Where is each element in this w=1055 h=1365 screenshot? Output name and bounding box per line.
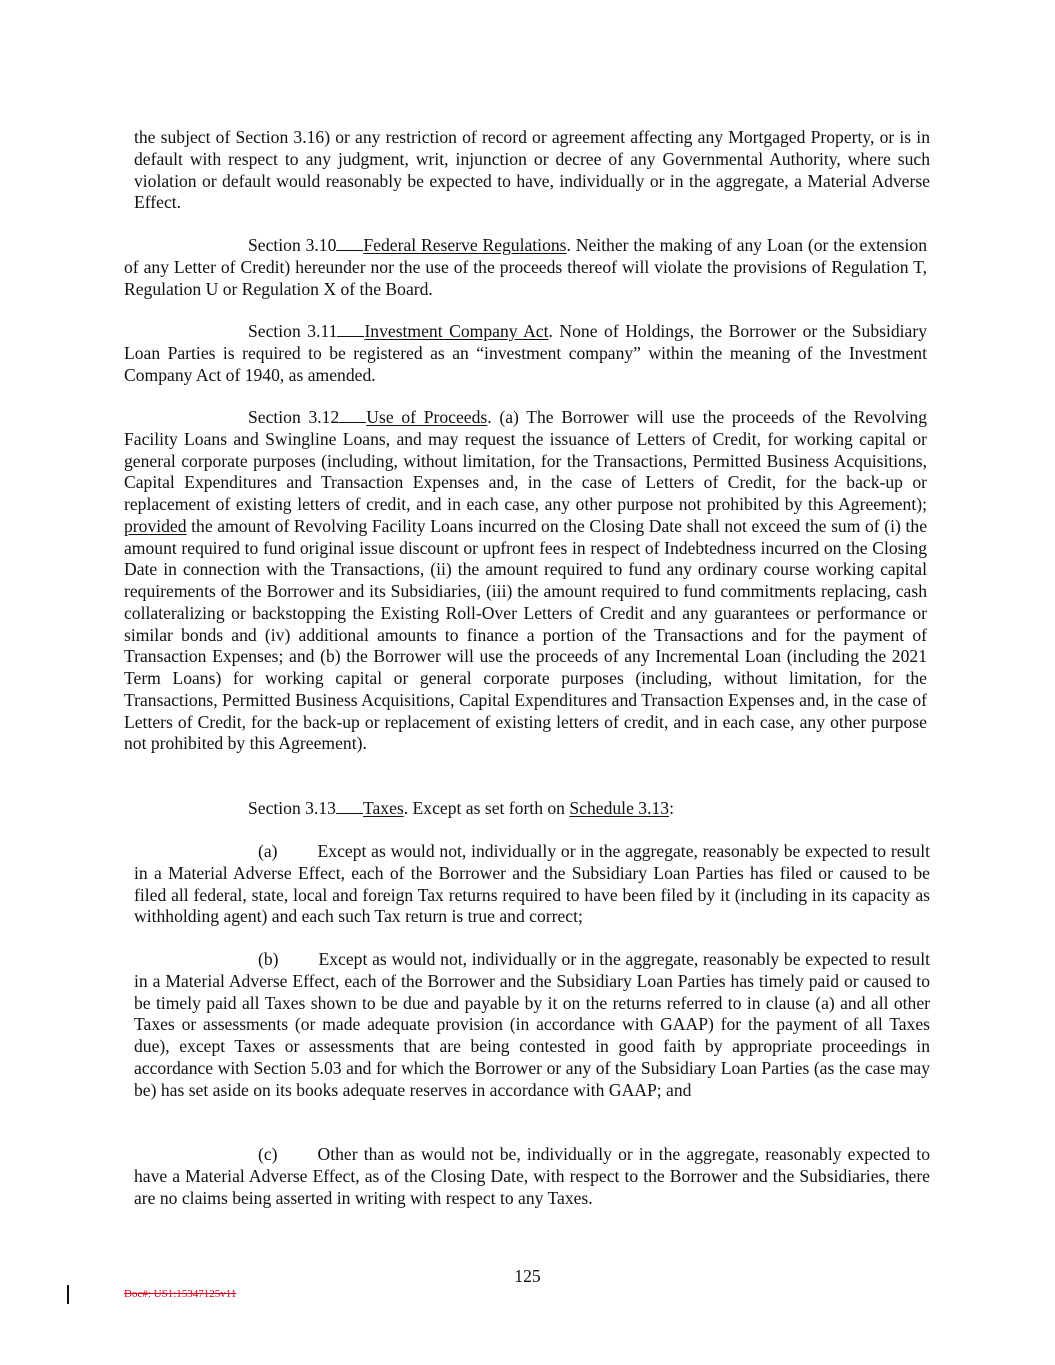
section-3-13-number: Section 3.13 [248, 798, 336, 818]
clause-text: Other than as would not be, individually or in the aggregate, reasonably expected to have a Material Adverse Effect, as of the Closing Date, with respect to the Borrower and the Subsidiaries, there are no claims being asserted in writing with respect to any Taxes. [134, 1144, 930, 1208]
tab-leader [336, 236, 363, 251]
section-3-13-text: . Except as set forth on [403, 798, 570, 818]
continuation-paragraph: the subject of Section 3.16) or any restriction of record or agreement affecting any Mortgaged Property, or is in default with respect to any judgment, writ, injunction or decree of any Governmental Authority, where such violation or default would reasonably be expected to have, individually or in the aggregate, a Material Adverse Effect. [134, 127, 930, 213]
section-3-12-paragraph [124, 407, 927, 755]
proviso-term: provided [124, 515, 187, 536]
section-3-13-heading: Taxes [362, 798, 404, 818]
section-3-10-number: Section 3.10 [248, 235, 337, 255]
clause-a [134, 841, 930, 928]
section-3-13-colon: : [669, 798, 674, 818]
clause-c [134, 1144, 930, 1209]
section-3-12-text-b: the amount of Revolving Facility Loans incurred on the Closing Date shall not exceed the sum of (i) the amount required to fund original issue discount or upfront fees in respect of Indebtedness incurred on the Closing Date in connection with the Transactions, (ii) the amount required to fund any ordinary course working capital requirements of the Borrower and its Subsidiaries, (iii) the amount required to fund commitments replacing, cash collateralizing or backstopping the Existing Roll-Over Letters of Credit and any guarantees or performance or similar bonds and (iv) additional amounts to finance a portion of the Transactions and for the payment of Transaction Expenses; and (b) the Borrower will use the proceeds of any Incremental Loan (including the 2021 Term Loans) for working capital or general corporate purposes (including, without limitation, for the Transactions, Permitted Business Acquisitions, Capital Expenditures and Transaction Expenses and, in the case of Letters of Credit, for the back-up or replacement of existing letters of credit, and in each case, any other purpose not prohibited by this Agreement). [124, 515, 927, 754]
clause-label: (b) [258, 949, 279, 969]
section-3-12-number: Section 3.12 [248, 407, 340, 427]
section-3-11-heading: Investment Company Act [364, 321, 549, 341]
section-3-13-paragraph [124, 798, 927, 820]
revision-change-bar [67, 1285, 69, 1304]
page-number: 125 [514, 1266, 541, 1286]
section-3-10-heading: Federal Reserve Regulations [363, 235, 567, 255]
clause-b [134, 949, 930, 1101]
tab-leader [339, 408, 366, 423]
tab-leader [336, 799, 363, 814]
clause-text: Except as would not, individually or in the aggregate, reasonably be expected to result in a Material Adverse Effect, each of the Borrower and the Subsidiary Loan Parties has timely paid or caused to be timely paid all Taxes shown to be due and payable by it on the returns referred to in clause (a) and all other Taxes or assessments (or made adequate provision (in accordance with GAAP) for the payment of all Taxes due), except Taxes or assessments that are being contested in good faith by appropriate proceedings in accordance with Section 5.03 and for which the Borrower or any of the Subsidiary Loan Parties (as the case may be) has set aside on its books adequate reserves in accordance with GAAP; and [134, 949, 930, 1100]
section-3-11-number: Section 3.11 [248, 321, 338, 341]
section-3-11-text: . None of Holdings, the Borrower or the Subsidiary Loan Parties is required to be registered as an “investment company” within the meaning of the Investment Company Act of 1940, as amended. [124, 321, 928, 385]
section-3-12-heading: Use of Proceeds [366, 407, 488, 427]
section-3-10-text: . Neither the making of any Loan (or the extension of any Letter of Credit) hereunder nor the use of the proceeds thereof will violate the provisions of Regulation T, Regulation U or Regulation X of the Board. [124, 235, 927, 299]
clause-label: (c) [258, 1144, 278, 1164]
tab-leader [337, 322, 364, 337]
section-3-11-paragraph [124, 321, 927, 386]
clause-label: (a) [258, 841, 278, 861]
clause-text: Except as would not, individually or in the aggregate, reasonably be expected to result in a Material Adverse Effect, each of the Borrower and the Subsidiary Loan Parties has filed or caused to be filed all federal, state, local and foreign Tax returns required to have been filed by it (including in its capacity as withholding agent) and each such Tax return is true and correct; [134, 841, 930, 927]
document-id: Doc#: US1:15347125v11 [124, 1288, 237, 1300]
schedule-reference: Schedule 3.13 [569, 798, 670, 818]
section-3-10-paragraph [124, 235, 927, 300]
section-3-12-text-a: . (a) The Borrower will use the proceeds of the Revolving Facility Loans and Swingline Loans, and may request the issuance of Letters of Credit, for working capital or general corporate purposes (including, without limitation, for the Transactions, Permitted Business Acquisitions, Capital Expenditures and Transaction Expenses and, in the case of Letters of Credit, for the back-up or replacement of existing letters of credit, and in each case, any other purpose not prohibited by this Agreement); [124, 407, 927, 514]
